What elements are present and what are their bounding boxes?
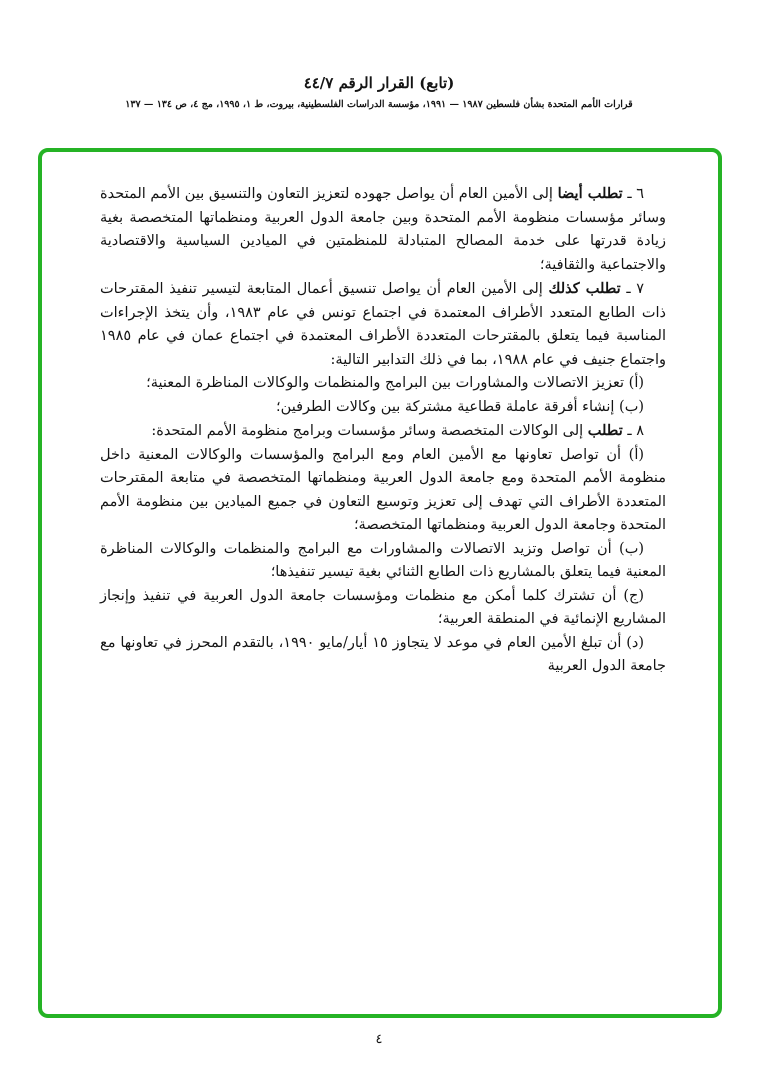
resolution-text (100, 182, 666, 679)
subitem-marker: (ب) (619, 398, 644, 415)
paragraph-7 (100, 277, 666, 372)
subitem-marker: (د) (626, 634, 644, 651)
paragraph-lead: تطلب (587, 422, 623, 439)
paragraph-8 (100, 419, 666, 444)
paragraph-6 (100, 182, 666, 277)
subitem-8-a (100, 444, 666, 538)
subitem-text: أن تبلغ الأمين العام في موعد لا يتجاوز ١٥ أيار/مايو ١٩٩٠، بالتقدم المحرز في تعاونها مع جامعة الدول العربية (100, 634, 666, 674)
subitem-8-b (100, 538, 666, 585)
content-frame (38, 148, 722, 1018)
resolution-title: (تابع) القرار الرقم ٤٤/٧ (303, 74, 455, 92)
source-citation: قرارات الأمم المتحدة بشأن فلسطين ١٩٨٧ — ١٩٩١، مؤسسة الدراسات الفلسطينية، بيروت، ط ١، ١٩٩٥، مج ٤، ص ١٣٤ — ١٣٧ (125, 99, 633, 110)
page-number: ٤ (375, 1032, 383, 1047)
subitem-7-b (100, 396, 666, 420)
subitem-marker: (أ) (628, 446, 644, 463)
subitem-7-a (100, 372, 666, 396)
subitem-text: أن تواصل تعاونها مع الأمين العام ومع البرامج والمؤسسات والوكالات المعنية داخل منظومة الأمم المتحدة ومع جامعة الدول العربية ومنظماتها المتخصصة في متابعة المقترحات المتعددة الأطراف التي تهدف إلى تعزيز وتوسيع التعاون في جميع الميادين بين منظومة الأمم المتحدة وجامعة الدول العربية ومنظماتها المتخصصة؛ (100, 446, 666, 533)
paragraph-number: ٦ ـ (627, 186, 645, 202)
subitem-marker: (ب) (619, 540, 644, 557)
subitem-8-c (100, 585, 666, 632)
subitem-8-d (100, 632, 666, 679)
paragraph-lead: تطلب كذلك (548, 280, 621, 297)
subitem-marker: (ج) (623, 587, 644, 604)
subitem-text: أن تشترك كلما أمكن مع منظمات ومؤسسات جامعة الدول العربية في تنفيذ وإنجاز المشاريع الإنمائية في المنطقة العربية؛ (100, 587, 666, 627)
paragraph-number: ٨ ـ (627, 423, 644, 439)
paragraph-text: إلى الأمين العام أن يواصل جهوده لتعزيز التعاون والتنسيق بين الأمم المتحدة وسائر مؤسسات منظومة الأمم المتحدة وبين جامعة الدول العربية ومنظماتها المتخصصة بغية زيادة قدرتها على خدمة المصالح المتبادلة للمنظمتين في الميادين السياسية والاقتصادية والاجتماعية والثقافية؛ (100, 186, 666, 273)
page-header (0, 74, 758, 110)
paragraph-number: ٧ ـ (626, 281, 644, 297)
subitem-marker: (أ) (628, 375, 644, 391)
paragraph-lead: تطلب أيضا (557, 185, 623, 202)
paragraph-text: إلى الأمين العام أن يواصل تنسيق أعمال المتابعة لتيسير تنفيذ المقترحات ذات الطابع المتعدد الأطراف المعتمدة في اجتماع تونس في عام ١٩٨٣، وأن يتخذ الإجراءات المناسبة فيما يتعلق بالمقترحات المتعددة الأطراف المعتمدة في اجتماع عمان في عام ١٩٨٥ واجتماع جنيف في عام ١٩٨٨، بما في ذلك التدابير التالية: (100, 281, 667, 368)
subitem-text: تعزيز الاتصالات والمشاورات بين البرامج والمنظمات والوكالات المناظرة المعنية؛ (146, 375, 625, 391)
subitem-text: إنشاء أفرقة عاملة قطاعية مشتركة بين وكالات الطرفين؛ (276, 398, 615, 415)
subitem-text: أن تواصل وتزيد الاتصالات والمشاورات مع البرامج والمنظمات والوكالات المناظرة المعنية فيما يتعلق بالمشاريع ذات الطابع الثنائي بغية تيسير تنفيذها؛ (100, 540, 666, 580)
paragraph-text: إلى الوكالات المتخصصة وسائر مؤسسات وبرامج منظومة الأمم المتحدة: (151, 423, 584, 439)
